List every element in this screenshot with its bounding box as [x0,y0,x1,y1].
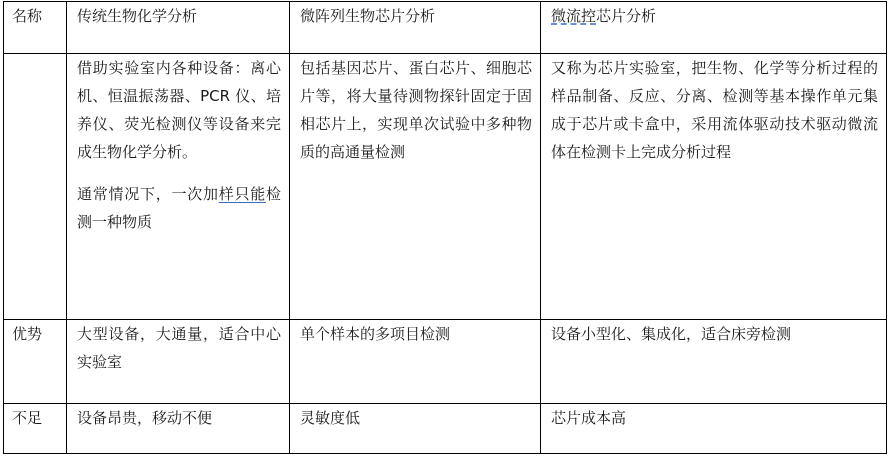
description-row [4,54,887,320]
disadvantage-row [4,404,887,454]
header-col3-cell [541,2,887,54]
advantage-col2-cell [290,320,541,404]
advantage-col1-cell [67,320,290,404]
header-row [4,2,887,54]
header-microfluidic-rest: 芯片分析 [596,7,657,25]
description-traditional-p2 [77,180,281,236]
advantage-traditional: 大型设备，大通量，适合中心实验室 [77,325,281,371]
description-traditional-p2-a: 通常情况下，一次加 [77,185,219,203]
description-traditional-p1: 借助实验室内各种设备：离心机、恒温振荡器、PCR 仪、培养仪、荧光检测仪等设备来完成生物化学分析。 [77,59,281,161]
header-microfluidic-underlined: 微流控 [551,7,597,25]
disadvantage-microfluidic: 芯片成本高 [551,409,627,427]
description-traditional-p2-b: 检测一种物质 [77,185,281,231]
disadvantage-name-cell [4,404,67,454]
advantage-label: 优势 [12,325,43,343]
disadvantage-col1-cell [67,404,290,454]
description-microfluidic: 又称为芯片实验室，把生物、化学等分析过程的样品制备、反应、分离、检测等基本操作单元集成于芯片或卡盒中，采用流体驱动技术驱动微流体在检测卡上完成分析过程 [551,59,878,161]
disadvantage-microarray: 灵敏度低 [300,409,361,427]
description-microarray: 包括基因芯片、蛋白芯片、细胞芯片等，将大量待测物探针固定于固相芯片上，实现单次试验中多种物质的高通量检测 [300,59,532,161]
advantage-name-cell [4,320,67,404]
disadvantage-col3-cell [541,404,887,454]
header-traditional: 传统生物化学分析 [77,7,198,25]
header-col1-cell [67,2,290,54]
advantage-microarray: 单个样本的多项目检测 [300,325,451,343]
description-col1-cell [67,54,290,320]
header-name: 名称 [12,7,43,25]
advantage-col3-cell [541,320,887,404]
advantage-microfluidic: 设备小型化、集成化，适合床旁检测 [551,325,792,343]
header-col2-cell [290,2,541,54]
header-microarray: 微阵列生物芯片分析 [300,7,436,25]
comparison-table [3,1,887,454]
description-col3-cell [541,54,887,320]
description-col2-cell [290,54,541,320]
disadvantage-traditional: 设备昂贵，移动不便 [77,409,213,427]
description-traditional-p2-underlined: 样只能 [218,185,266,203]
disadvantage-col2-cell [290,404,541,454]
advantage-row [4,320,887,404]
disadvantage-label: 不足 [12,409,43,427]
header-name-cell [4,2,67,54]
description-name-cell [4,54,67,320]
